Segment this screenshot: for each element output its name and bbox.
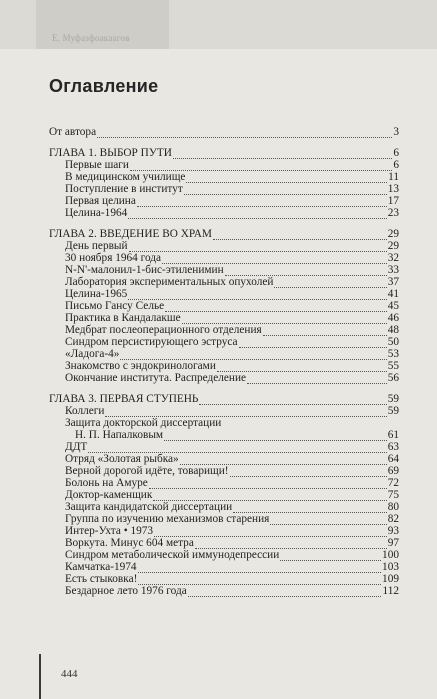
leader-dots (138, 563, 381, 573)
spacer (49, 219, 399, 228)
leader-dots (184, 185, 387, 195)
toc-row-label: 30 ноября 1964 года (65, 252, 162, 264)
toc-row-page: 33 (387, 264, 399, 276)
toc-row-label: ГЛАВА 2. ВВЕДЕНИЕ ВО ХРАМ (49, 228, 212, 240)
spacer (49, 138, 399, 147)
leader-dots (217, 362, 387, 372)
toc-row-page: 82 (387, 513, 399, 525)
toc-section-row (49, 525, 399, 537)
toc-row-page: 59 (387, 405, 399, 417)
toc-row-label: Отряд «Золотая рыбка» (65, 453, 179, 465)
leader-dots (128, 209, 386, 219)
toc-row-page: 23 (387, 207, 399, 219)
toc-row-label: Воркута. Минус 604 метра (65, 537, 194, 549)
toc-row-label: «Ладога-4» (65, 348, 120, 360)
toc-row-label: Есть стыковка! (65, 573, 138, 585)
toc-row-page: 97 (387, 537, 399, 549)
toc-row-page: 17 (387, 195, 399, 207)
spacer (49, 384, 399, 393)
toc-section-row (49, 405, 399, 417)
toc-section-row (49, 417, 399, 429)
toc-row-page: 72 (387, 477, 399, 489)
leader-dots (105, 407, 386, 417)
leader-dots (274, 278, 386, 288)
toc-row-label: Целина-1965 (65, 288, 128, 300)
toc-row-page: 11 (388, 171, 399, 183)
leader-dots (138, 575, 381, 585)
toc-chapter-row (49, 228, 399, 240)
toc-row-page: 63 (387, 441, 399, 453)
toc-chapters (49, 138, 399, 597)
toc-row-page: 53 (387, 348, 399, 360)
toc-section-row (49, 441, 399, 453)
toc-row-page: 59 (387, 393, 399, 405)
toc-row-label: Верной дорогой идёте, товарищи! (65, 465, 229, 477)
toc-row-label: Практика в Кандалакше (65, 312, 181, 324)
toc-section-row (49, 300, 399, 312)
leader-dots (230, 467, 387, 477)
leader-dots (88, 443, 386, 453)
toc-row-page: 45 (387, 300, 399, 312)
toc-row-page: 64 (387, 453, 399, 465)
toc-row-label: Синдром метаболической иммунодепрессии (65, 549, 280, 561)
toc-row-label: N-N'-малонил-1-бис-этиленимин (65, 264, 224, 276)
toc-row-label: Группа по изучению механизмов старения (65, 513, 270, 525)
toc-row-label: От автора (49, 126, 97, 138)
toc-section-row (49, 276, 399, 288)
leader-dots (149, 479, 387, 489)
toc-section-row (49, 501, 399, 513)
toc-row-label: ГЛАВА 3. ПЕРВАЯ СТУПЕНЬ (49, 393, 199, 405)
toc-section-row (49, 585, 399, 597)
leader-dots (195, 539, 387, 549)
toc-section-row (49, 312, 399, 324)
toc-chapter-row (49, 147, 399, 159)
toc-section-row (49, 252, 399, 264)
toc-row-label: Болонь на Амуре (65, 477, 148, 489)
toc-section-row (49, 336, 399, 348)
toc-section-row (49, 195, 399, 207)
toc-section-row (49, 372, 399, 384)
toc-row-page: 6 (393, 147, 399, 159)
leader-dots (263, 326, 387, 336)
toc-row-label: Коллеги (65, 405, 105, 417)
toc-row-label: Окончание института. Распределение (65, 372, 247, 384)
leader-dots (186, 173, 387, 183)
toc-row-label: ДДТ (65, 441, 88, 453)
toc-row-label: В медицинском училище (65, 171, 186, 183)
leader-dots (233, 503, 387, 513)
toc-section-row (49, 240, 399, 252)
toc-row-label: Лаборатория экспериментальных опухолей (65, 276, 274, 288)
leader-dots (128, 290, 386, 300)
toc-row-page: 109 (382, 573, 399, 585)
toc-section-row (49, 264, 399, 276)
leader-dots (153, 491, 386, 501)
toc-row-page: 55 (387, 360, 399, 372)
page-rule (39, 654, 41, 699)
toc-section-row (49, 573, 399, 585)
leader-dots (162, 254, 387, 264)
toc-row-label: Камчатка-1974 (65, 561, 137, 573)
toc-row-page: 29 (387, 228, 399, 240)
leader-dots (270, 515, 386, 525)
toc-row-page: 13 (387, 183, 399, 195)
toc-row-label: ГЛАВА 1. ВЫБОР ПУТИ (49, 147, 172, 159)
leader-dots (130, 161, 392, 171)
toc-row-page: 29 (387, 240, 399, 252)
leader-dots (154, 527, 387, 537)
toc-row-foreword (49, 126, 399, 138)
running-header: Е. Муфазфоакаагов (52, 33, 130, 43)
toc-row-label: Защита кандидатской диссертации (65, 501, 233, 513)
toc-section-row (49, 288, 399, 300)
toc-section-row (49, 183, 399, 195)
leader-dots (129, 242, 387, 252)
leader-dots (164, 431, 387, 441)
leader-dots (182, 314, 387, 324)
toc-row-page: 93 (387, 525, 399, 537)
toc-row-page: 46 (387, 312, 399, 324)
toc-row-page: 41 (387, 288, 399, 300)
leader-dots (173, 149, 392, 159)
toc-row-label: Поступление в институт (65, 183, 183, 195)
toc-section-row (49, 549, 399, 561)
toc-row-label: Письмо Гансу Селье (65, 300, 165, 312)
toc-row-page: 6 (393, 159, 399, 171)
toc-row-page: 32 (387, 252, 399, 264)
toc-row-label: День первый (65, 240, 128, 252)
toc-row-page: 56 (387, 372, 399, 384)
leader-dots (120, 350, 386, 360)
toc-section-row (49, 513, 399, 525)
toc-row-label: Интер-Ухта • 1973 (65, 525, 154, 537)
leader-dots (280, 551, 381, 561)
toc-section-row (49, 561, 399, 573)
toc-section-row (49, 489, 399, 501)
toc-row-label: Доктор-каменщик (65, 489, 153, 501)
toc-section-row (49, 453, 399, 465)
toc-row-page: 69 (387, 465, 399, 477)
toc-row-label: Целина-1964 (65, 207, 128, 219)
leader-dots (225, 266, 387, 276)
toc-section-row (49, 537, 399, 549)
leader-dots (165, 302, 387, 312)
toc-section-row (49, 348, 399, 360)
toc-section-row (49, 207, 399, 219)
toc-row-label: Бездарное лето 1976 года (65, 585, 187, 597)
toc-row-page: 50 (387, 336, 399, 348)
leader-dots (199, 395, 386, 405)
toc-row-page: 80 (387, 501, 399, 513)
toc-row-label: Н. П. Напалковым (75, 429, 164, 441)
leader-dots (239, 338, 387, 348)
leader-dots (137, 197, 387, 207)
toc-section-row (49, 159, 399, 171)
leader-dots (213, 230, 387, 240)
toc-row-page: 112 (382, 585, 399, 597)
toc-section-row (49, 465, 399, 477)
toc-row-page: 100 (382, 549, 399, 561)
toc-row-page: 3 (393, 126, 399, 138)
toc-row-label: Защита докторской диссертации (65, 417, 222, 429)
toc-list (49, 126, 399, 597)
toc-row-label: Знакомство с эндокринологами (65, 360, 216, 372)
toc-row-page: 103 (382, 561, 399, 573)
page-number: 444 (61, 668, 78, 680)
leader-dots (247, 374, 387, 384)
toc-row-page: 48 (387, 324, 399, 336)
toc-chapter-row (49, 393, 399, 405)
leader-dots (188, 587, 382, 597)
toc-row-page: 61 (387, 429, 399, 441)
toc-row-label: Первая целина (65, 195, 136, 207)
toc-section-row (49, 360, 399, 372)
toc-row-label: Синдром персистирующего эструса (65, 336, 238, 348)
toc-row-label: Первые шаги (65, 159, 129, 171)
toc-section-row (49, 171, 399, 183)
toc-row-page: 75 (387, 489, 399, 501)
toc-row-label: Медбрат послеоперационного отделения (65, 324, 262, 336)
leader-dots (180, 455, 387, 465)
toc-row-page: 37 (387, 276, 399, 288)
leader-dots (97, 128, 392, 138)
toc-section-row (49, 429, 399, 441)
toc-section-row (49, 477, 399, 489)
toc-title: Оглавление (49, 76, 159, 96)
toc-section-row (49, 324, 399, 336)
